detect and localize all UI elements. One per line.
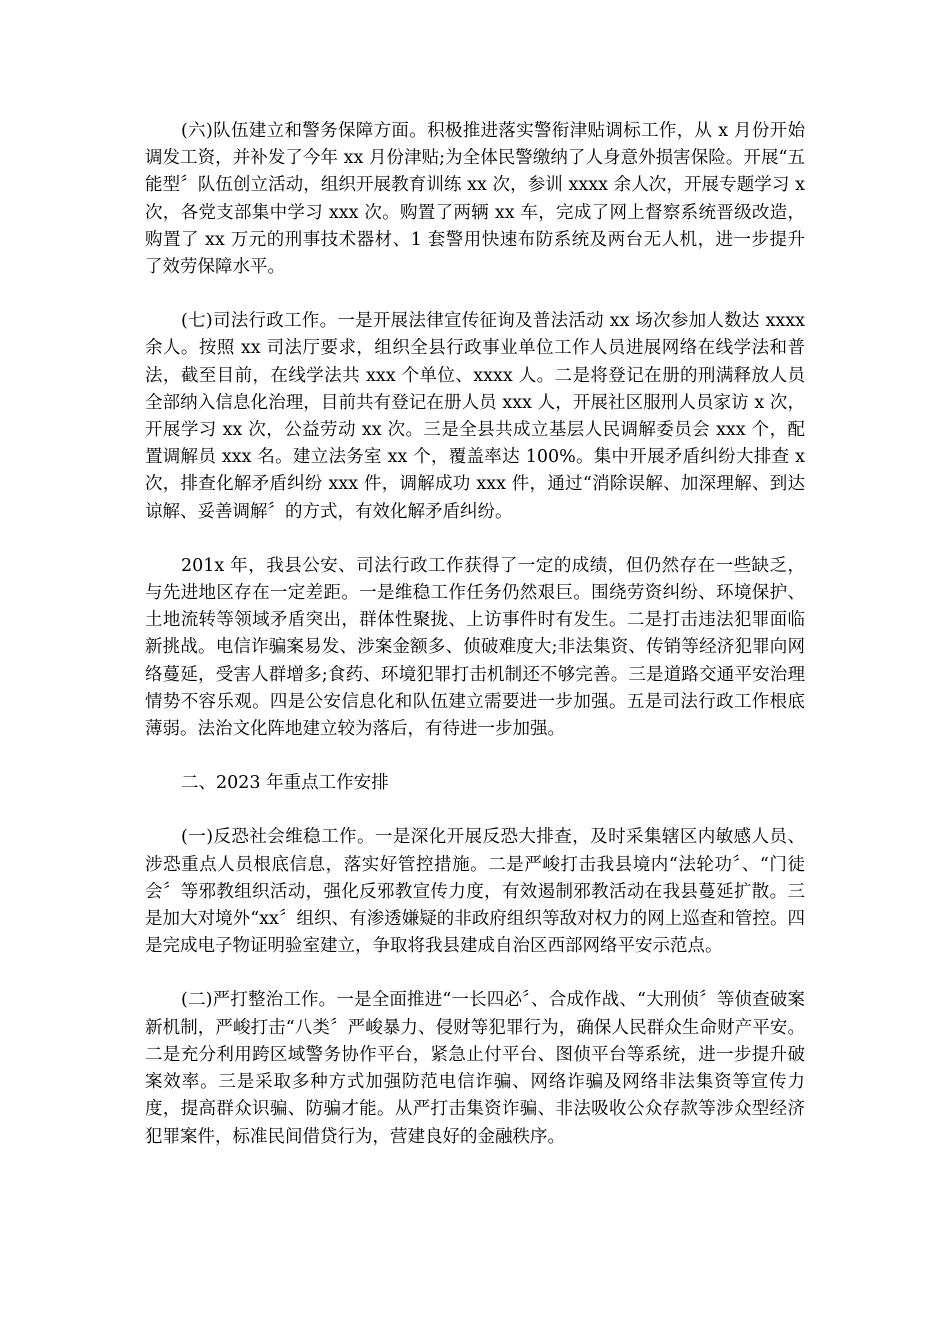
document-body (145, 118, 805, 1178)
paragraph-judicial-admin: (七)司法行政工作。一是开展法律宣传征询及普法活动 xx 场次参加人数达 xxxx 余人。按照 xx 司法厅要求，组织全县行政事业单位工作人员进展网络在线学法和普法，截至目前，在线学法共 xxx 个单位、xxxx 人。二是将登记在册的刑满释放人员全部纳入信息化治理，目前共有登记在册人员 xxx 人，开展社区服刑人员家访 x 次，开展学习 xx 次，公益劳动 xx 次。三是全县共成立基层人民调解委员会 xxx 个，配置调解员 xxx 名。建立法务室 xx 个，覆盖率达 100%。集中开展矛盾纠纷大排查 x 次，排查化解矛盾纠纷 xxx 件，调解成功 xxx 件，通过“消除误解、加深理解、到达谅解、妥善调解〞的方式，有效化解矛盾纠纷。 (145, 311, 805, 522)
paragraph-team-building: (六)队伍建立和警务保障方面。积极推进落实警衔津贴调标工作，从 x 月份开始调发工资，并补发了今年 xx 月份津贴;为全体民警缴纳了人身意外损害保险。开展“五能型〞队伍创立活动，组织开展教育训练 xx 次，参训 xxxx 余人次，开展专题学习 x 次，各党支部集中学习 xxx 次。购置了两辆 xx 车，完成了网上督察系统晋级改造，购置了 xx 万元的刑事技术器材、1 套警用快速布防系统及两台无人机，进一步提升了效劳保障水平。 (145, 121, 805, 278)
paragraph-anti-terror: (一)反恐社会维稳工作。一是深化开展反恐大排查，及时采集辖区内敏感人员、涉恐重点人员根底信息，落实好管控措施。二是严峻打击我县境内“法轮功〞、“门徒会〞等邪教组织活动，强化反邪教宣传力度，有效遏制邪教活动在我县蔓延扩散。三是加大对境外“xx〞组织、有渗透嫌疑的非政府组织等敌对权力的网上巡查和管控。四是完成电子物证明验室建立，争取将我县建成自治区西部网络平安示范点。 (145, 827, 805, 957)
paragraph-shortcomings: 201x 年，我县公安、司法行政工作获得了一定的成绩，但仍然存在一些缺乏，与先进地区存在一定差距。一是维稳工作任务仍然艰巨。围绕劳资纠纷、环境保护、土地流转等领域矛盾突出，群体性聚拢、上访事件时有发生。二是打击违法犯罪面临新挑战。电信诈骗案易发、涉案金额多、侦破难度大;非法集资、传销等经济犯罪向网络蔓延，受害人群增多;食药、环境犯罪打击机制还不够完善。三是道路交通平安治理情势不容乐观。四是公安信息化和队伍建立需要进一步加强。五是司法行政工作根底薄弱。法治文化阵地建立较为落后，有待进一步加强。 (145, 555, 805, 740)
section-heading: 二、2023 年重点工作安排 (181, 773, 389, 794)
paragraph-crackdown: (二)严打整治工作。一是全面推进“一长四必〞、合成作战、“大刑侦〞等侦查破案新机制，严峻打击“八类〞严峻暴力、侵财等犯罪行为，确保人民群众生命财产平安。二是充分利用跨区域警务协作平台，紧急止付平台、图侦平台等系统，进一步提升破案效率。三是采取多种方式加强防范电信诈骗、网络诈骗及网络非法集资等宣传力度，提高群众识骗、防骗才能。从严打击集资诈骗、非法吸收公众存款等涉众型经济犯罪案件，标准民间借贷行为，营建良好的金融秩序。 (145, 990, 805, 1147)
